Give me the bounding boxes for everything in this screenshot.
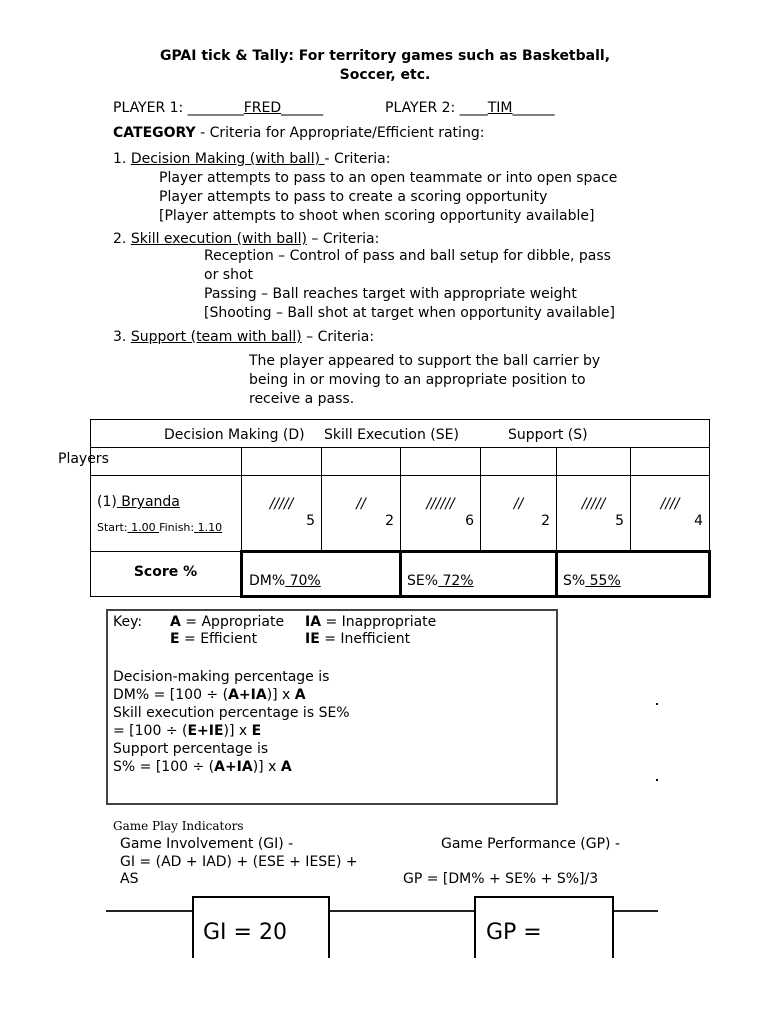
player-row-name	[97, 494, 180, 510]
section3-heading	[113, 328, 374, 347]
divider-line	[106, 910, 192, 912]
category-line	[113, 124, 484, 143]
formula-part: DM% = [100 ÷ (	[113, 687, 229, 703]
se-score-box	[401, 552, 557, 597]
section1-heading	[113, 150, 390, 169]
tally-cell-dm-a	[242, 476, 321, 550]
criteria-line: Player attempts to pass to create a scoring opportunity	[159, 189, 548, 205]
key-label: Key:	[113, 614, 143, 630]
formula-part: A	[280, 759, 292, 775]
section3-title: Support (team with ball)	[130, 329, 302, 345]
page-title: GPAI tick & Tally: For territory games such as Basketball,	[159, 48, 611, 64]
key-ia: IA	[305, 614, 322, 630]
tally-cell-se-e	[401, 476, 480, 550]
player1-name: FRED	[243, 100, 282, 116]
se-desc: Skill execution percentage is SE%	[113, 705, 350, 721]
player-number: (1)	[97, 494, 117, 510]
key-ie: IE	[305, 631, 320, 647]
gp-formula: GP = [DM% + SE% + S%]/3	[403, 871, 599, 887]
gi-title: Game Involvement (GI) -	[120, 836, 294, 852]
header-support: Support (S)	[508, 427, 588, 443]
s-desc: Support percentage is	[113, 741, 269, 757]
player-name: Bryanda	[116, 494, 180, 510]
criteria-line: The player appeared to support the ball carrier by	[249, 353, 601, 369]
formula-part: S% = [100 ÷ (	[113, 759, 215, 775]
header-skill-execution: Skill Execution (SE)	[324, 427, 459, 443]
dot-mark	[656, 779, 658, 781]
formula-part: )] x	[252, 759, 281, 775]
tally-marks: //////	[426, 496, 455, 512]
s-score-value: 55%	[585, 573, 621, 589]
tally-count: 2	[541, 513, 550, 529]
tally-marks: //	[513, 496, 524, 512]
start-label: Start:	[97, 521, 128, 534]
tally-cell-s-ia	[631, 476, 709, 550]
page-title-line2: Soccer, etc.	[339, 67, 431, 83]
gp-title: Game Performance (GP) -	[441, 836, 621, 852]
key-ie-def: = Inefficient	[319, 631, 411, 647]
section3-num: 3.	[113, 329, 127, 345]
criteria-line: Player attempts to pass to an open teammate or into open space	[159, 170, 618, 186]
category-desc: - Criteria for Appropriate/Efficient rating:	[195, 125, 485, 141]
formula-part: A+IA	[228, 687, 267, 703]
dm-score-label: DM%	[249, 573, 286, 589]
section2-num: 2.	[113, 231, 127, 247]
section1-criteria	[159, 169, 617, 226]
gp-result-box	[474, 896, 614, 958]
se-score-label: SE%	[407, 573, 439, 589]
criteria-line: receive a pass.	[249, 391, 355, 407]
player1-blank: ________	[183, 100, 244, 116]
player2-name: TIM	[487, 100, 513, 116]
dm-score-value: 70%	[285, 573, 321, 589]
table-subheader-row	[91, 448, 710, 476]
player1-label: PLAYER 1:	[113, 100, 184, 116]
table-header-row	[91, 420, 710, 448]
formula-part: E	[251, 723, 262, 739]
gp-result: GP =	[486, 920, 542, 945]
gi-formula-1: GI = (AD + IAD) + (ESE + IESE) +	[120, 854, 358, 870]
dm-desc: Decision-making percentage is	[113, 669, 330, 685]
score-row	[91, 552, 710, 597]
finish-label: Finish:	[159, 521, 195, 534]
player2-line	[385, 99, 554, 118]
tally-table	[90, 419, 711, 598]
player-cell	[91, 476, 242, 552]
se-score-value: 72%	[438, 573, 474, 589]
gi-result: GI = 20	[203, 920, 287, 945]
players-label: Players	[58, 451, 109, 467]
tally-count: 4	[694, 513, 703, 529]
s-score-label: S%	[563, 573, 586, 589]
key-a-def: = Appropriate	[180, 614, 285, 630]
header-decision-making: Decision Making (D)	[164, 427, 305, 443]
divider-line	[612, 910, 658, 912]
player1-line	[113, 99, 323, 118]
key-e: E	[170, 631, 180, 647]
tally-cell-s-a	[557, 476, 630, 550]
s-score-box	[557, 552, 710, 597]
criteria-line: or shot	[204, 267, 253, 283]
start-finish	[97, 521, 222, 534]
section3-suffix: – Criteria:	[301, 329, 375, 345]
key-e-def: = Efficient	[179, 631, 258, 647]
key-formulas	[113, 668, 350, 776]
indicators-heading: Game Play Indicators	[113, 819, 244, 833]
tally-cell-dm-ia	[322, 476, 400, 550]
key-efficient	[170, 630, 257, 649]
section2-criteria	[204, 247, 615, 323]
section1-title: Decision Making (with ball)	[130, 151, 325, 167]
se-formula	[113, 722, 350, 740]
formula-part: A	[294, 687, 306, 703]
tally-marks: /////	[269, 496, 294, 512]
start-value: 1.00	[127, 521, 160, 534]
tally-marks: //	[356, 496, 366, 512]
tally-cell-se-ie	[481, 476, 556, 550]
key-line-1	[113, 613, 142, 632]
dm-formula	[113, 686, 350, 704]
key-a: A	[170, 614, 181, 630]
formula-part: = [100 ÷ (	[113, 723, 188, 739]
key-ia-def: = Inappropriate	[321, 614, 437, 630]
player2-blank-end: ______	[512, 100, 555, 116]
formula-part: A+IA	[214, 759, 253, 775]
table-row	[91, 476, 710, 552]
tally-count: 5	[306, 513, 315, 529]
tally-count: 5	[615, 513, 624, 529]
formula-part: )] x	[266, 687, 295, 703]
section2-title: Skill execution (with ball)	[130, 231, 307, 247]
formula-part: )] x	[223, 723, 252, 739]
gi-formula-2: AS	[120, 871, 139, 887]
formula-part: E+IE	[187, 723, 224, 739]
tally-count: 6	[465, 513, 474, 529]
criteria-line: being in or moving to an appropriate position to	[249, 372, 586, 388]
dot-mark	[656, 703, 658, 705]
player2-label: PLAYER 2:	[385, 100, 456, 116]
section1-suffix: - Criteria:	[324, 151, 391, 167]
tally-count: 2	[385, 513, 394, 529]
criteria-line: [Player attempts to shoot when scoring opportunity available]	[159, 208, 595, 224]
player2-blank: ____	[455, 100, 488, 116]
score-label: Score %	[91, 552, 242, 597]
category-label: CATEGORY	[113, 125, 196, 141]
key-inefficient	[305, 630, 410, 649]
player1-blank-end: ______	[281, 100, 324, 116]
dm-score-box	[242, 552, 401, 597]
gi-result-box	[192, 896, 330, 958]
tally-marks: ////	[660, 496, 680, 512]
divider-line	[328, 910, 474, 912]
section1-num: 1.	[113, 151, 127, 167]
criteria-line: Reception – Control of pass and ball setup for dibble, pass	[204, 248, 611, 264]
tally-marks: /////	[581, 496, 606, 512]
criteria-line: [Shooting – Ball shot at target when opportunity available]	[204, 305, 615, 321]
finish-value: 1.10	[194, 521, 223, 534]
section2-suffix: – Criteria:	[306, 231, 380, 247]
section3-criteria	[249, 352, 600, 409]
criteria-line: Passing – Ball reaches target with appropriate weight	[204, 286, 577, 302]
s-formula	[113, 758, 350, 776]
